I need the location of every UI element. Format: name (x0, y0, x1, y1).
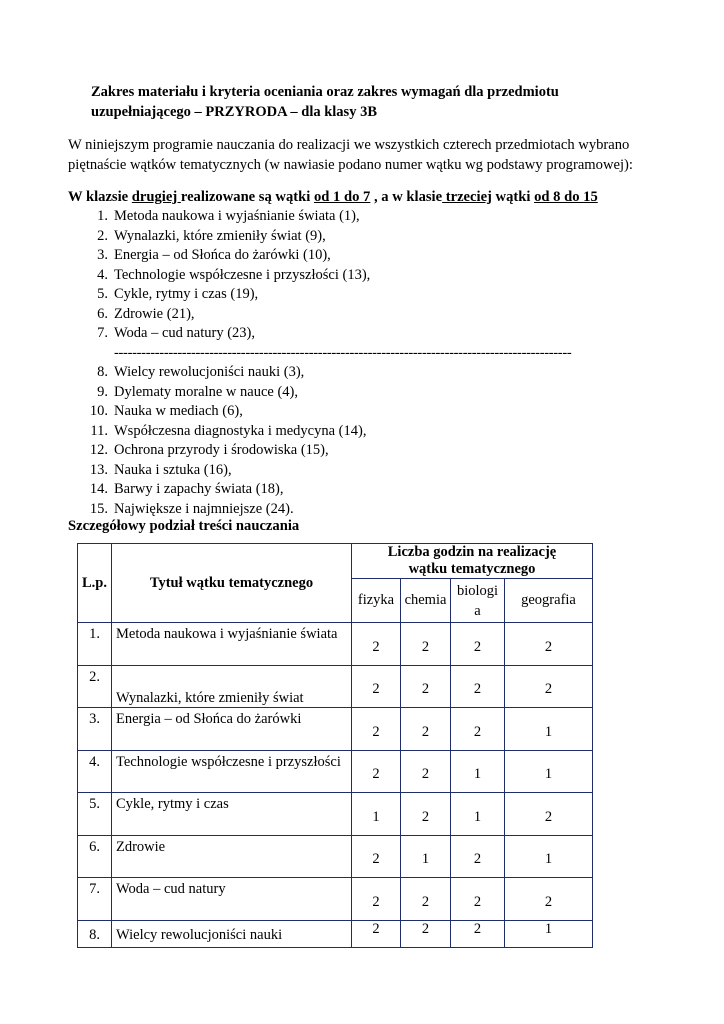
list-item-text: Współczesna diagnostyka i medycyna (14), (114, 422, 367, 439)
intro-line-1: W niniejszym programie nauczania do realizacji we wszystkich czterech przedmiotach wybrano (68, 137, 630, 153)
header-chemia: chemia (401, 579, 451, 623)
cell-title: Technologie współczesne i przyszłości (112, 751, 352, 793)
class-range-2: od 8 do 15 (534, 189, 598, 205)
table-row (78, 751, 593, 793)
cell-chemia: 2 (401, 751, 451, 793)
cell-title: Wielcy rewolucjoniści nauki (112, 921, 352, 948)
hours-table (77, 543, 593, 948)
list-item (68, 383, 688, 403)
cell-fizyka: 2 (352, 878, 401, 921)
cell-geografia: 2 (505, 666, 593, 708)
list-item (68, 207, 688, 227)
list-item-number: 9. (97, 383, 108, 400)
list-item-text: Technologie współczesne i przyszłości (13), (114, 266, 371, 283)
cell-biologia: 1 (451, 793, 505, 836)
table-row (78, 878, 593, 921)
list-item-text: Nauka w mediach (6), (114, 403, 243, 419)
document-title (91, 82, 651, 122)
list-item (68, 324, 688, 344)
cell-biologia: 2 (451, 878, 505, 921)
list-item-number: 7. (97, 325, 108, 341)
cell-geografia: 2 (505, 878, 593, 921)
list-item-text: Dylematy moralne w nauce (4), (114, 383, 298, 400)
cell-title: Cykle, rytmy i czas (112, 793, 352, 836)
class-text-2: realizowane są wątki (180, 189, 314, 205)
list-item-number: 6. (97, 305, 108, 322)
header-biologia-line-1: biologi (456, 582, 499, 599)
list-item-text: Barwy i zapachy świata (18), (114, 481, 284, 497)
cell-geografia: 1 (505, 751, 593, 793)
list-item (68, 246, 688, 266)
cell-geografia: 2 (505, 793, 593, 836)
title-line-1: Zakres materiału i kryteria oceniania oraz zakres wymagań dla przedmiotu (91, 84, 559, 100)
cell-biologia: 2 (451, 623, 505, 666)
cell-chemia: 2 (401, 623, 451, 666)
list-item (68, 422, 688, 442)
header-biologia (451, 579, 505, 623)
table-heading: Szczegółowy podział treści nauczania (68, 518, 300, 534)
header-hours-line-2: wątku tematycznego (408, 561, 536, 577)
class-range-1: od 1 do 7 (313, 189, 371, 205)
cell-geografia: 2 (505, 623, 593, 666)
list-item-text: Woda – cud natury (23), (114, 325, 255, 341)
cell-biologia: 2 (451, 666, 505, 708)
list-item (68, 441, 688, 461)
cell-geografia: 1 (505, 836, 593, 878)
table-row (78, 708, 593, 751)
class-second-word: drugiej (131, 189, 181, 205)
list-item (68, 266, 688, 286)
title-line-2: uzupełniającego – PRZYRODA – dla klasy 3B (91, 104, 377, 120)
header-fizyka: fizyka (352, 579, 401, 623)
cell-fizyka: 2 (352, 708, 401, 751)
cell-fizyka: 2 (352, 623, 401, 666)
list-separator: ----------------------------------------------------------------------------------------------------- (114, 344, 572, 361)
list-item (68, 305, 688, 325)
list-item-text: Największe i najmniejsze (24). (114, 500, 294, 517)
table-row (78, 836, 593, 878)
header-geografia: geografia (505, 579, 593, 623)
list-item (68, 363, 688, 383)
header-title: Tytuł wątku tematycznego (112, 544, 352, 623)
intro-line-2: piętnaście wątków tematycznych (w nawiasie podano numer wątku wg podstawy programowej): (68, 157, 633, 173)
cell-lp: 1. (78, 623, 112, 666)
cell-lp: 2. (78, 666, 112, 708)
list-item (68, 480, 688, 500)
list-item-text: Metoda naukowa i wyjaśnianie świata (1), (114, 208, 360, 224)
header-biologia-line-2: a (474, 602, 481, 619)
list-item-number: 15. (89, 500, 108, 517)
cell-title: Woda – cud natury (112, 878, 352, 921)
cell-title: Energia – od Słońca do żarówki (112, 708, 352, 751)
cell-chemia: 2 (401, 878, 451, 921)
cell-lp: 4. (78, 751, 112, 793)
cell-biologia: 2 (451, 836, 505, 878)
cell-chemia: 2 (401, 921, 451, 948)
cell-title: Metoda naukowa i wyjaśnianie świata (112, 623, 352, 666)
cell-lp: 6. (78, 836, 112, 878)
list-item-number: 8. (97, 364, 108, 380)
list-item-text: Cykle, rytmy i czas (19), (114, 286, 259, 302)
table-row (78, 623, 593, 666)
cell-fizyka: 2 (352, 666, 401, 708)
cell-chemia: 2 (401, 708, 451, 751)
intro-paragraph (68, 135, 688, 175)
class-third-word: trzeciej (442, 189, 492, 205)
cell-lp: 7. (78, 878, 112, 921)
header-lp: L.p. (78, 544, 112, 623)
cell-fizyka: 2 (352, 751, 401, 793)
table-row (78, 666, 593, 708)
list-item-number: 2. (97, 227, 108, 244)
cell-geografia: 1 (505, 921, 593, 948)
list-item-number: 12. (89, 442, 108, 458)
table-row (78, 793, 593, 836)
topic-list (68, 207, 688, 519)
list-item-number: 4. (97, 266, 108, 283)
class-text-4: wątki (491, 189, 535, 205)
class-text-3: , a w klasie (370, 189, 443, 205)
table-row (78, 921, 593, 948)
cell-title: Wynalazki, które zmieniły świat (112, 666, 352, 708)
class-scope-line (68, 187, 688, 207)
list-item-text: Ochrona przyrody i środowiska (15), (114, 442, 329, 458)
list-item-number: 3. (97, 247, 108, 263)
cell-lp: 8. (78, 921, 112, 948)
list-item (68, 285, 688, 305)
cell-fizyka: 2 (352, 921, 401, 948)
cell-biologia: 2 (451, 921, 505, 948)
list-item-number: 13. (89, 461, 108, 478)
list-item-number: 11. (90, 422, 108, 439)
list-item-text: Nauka i sztuka (16), (114, 461, 232, 478)
cell-lp: 5. (78, 793, 112, 836)
cell-chemia: 2 (401, 666, 451, 708)
cell-geografia: 1 (505, 708, 593, 751)
list-item-number: 5. (97, 286, 108, 302)
cell-biologia: 2 (451, 708, 505, 751)
cell-chemia: 1 (401, 836, 451, 878)
list-item (68, 461, 688, 481)
class-text-1: W klazsie (68, 189, 132, 205)
header-hours-line-1: Liczba godzin na realizację (387, 544, 557, 560)
cell-title: Zdrowie (112, 836, 352, 878)
cell-lp: 3. (78, 708, 112, 751)
cell-fizyka: 2 (352, 836, 401, 878)
list-item-text: Wynalazki, które zmieniły świat (9), (114, 227, 326, 244)
cell-fizyka: 1 (352, 793, 401, 836)
list-item (68, 227, 688, 247)
cell-biologia: 1 (451, 751, 505, 793)
list-item-text: Wielcy rewolucjoniści nauki (3), (114, 364, 305, 380)
list-item-number: 1. (97, 208, 108, 224)
list-item-text: Energia – od Słońca do żarówki (10), (114, 247, 331, 263)
list-item (68, 402, 688, 422)
header-hours (352, 544, 593, 579)
list-item-number: 14. (89, 481, 108, 497)
cell-chemia: 2 (401, 793, 451, 836)
list-item-text: Zdrowie (21), (114, 305, 195, 322)
list-item-number: 10. (89, 403, 108, 419)
